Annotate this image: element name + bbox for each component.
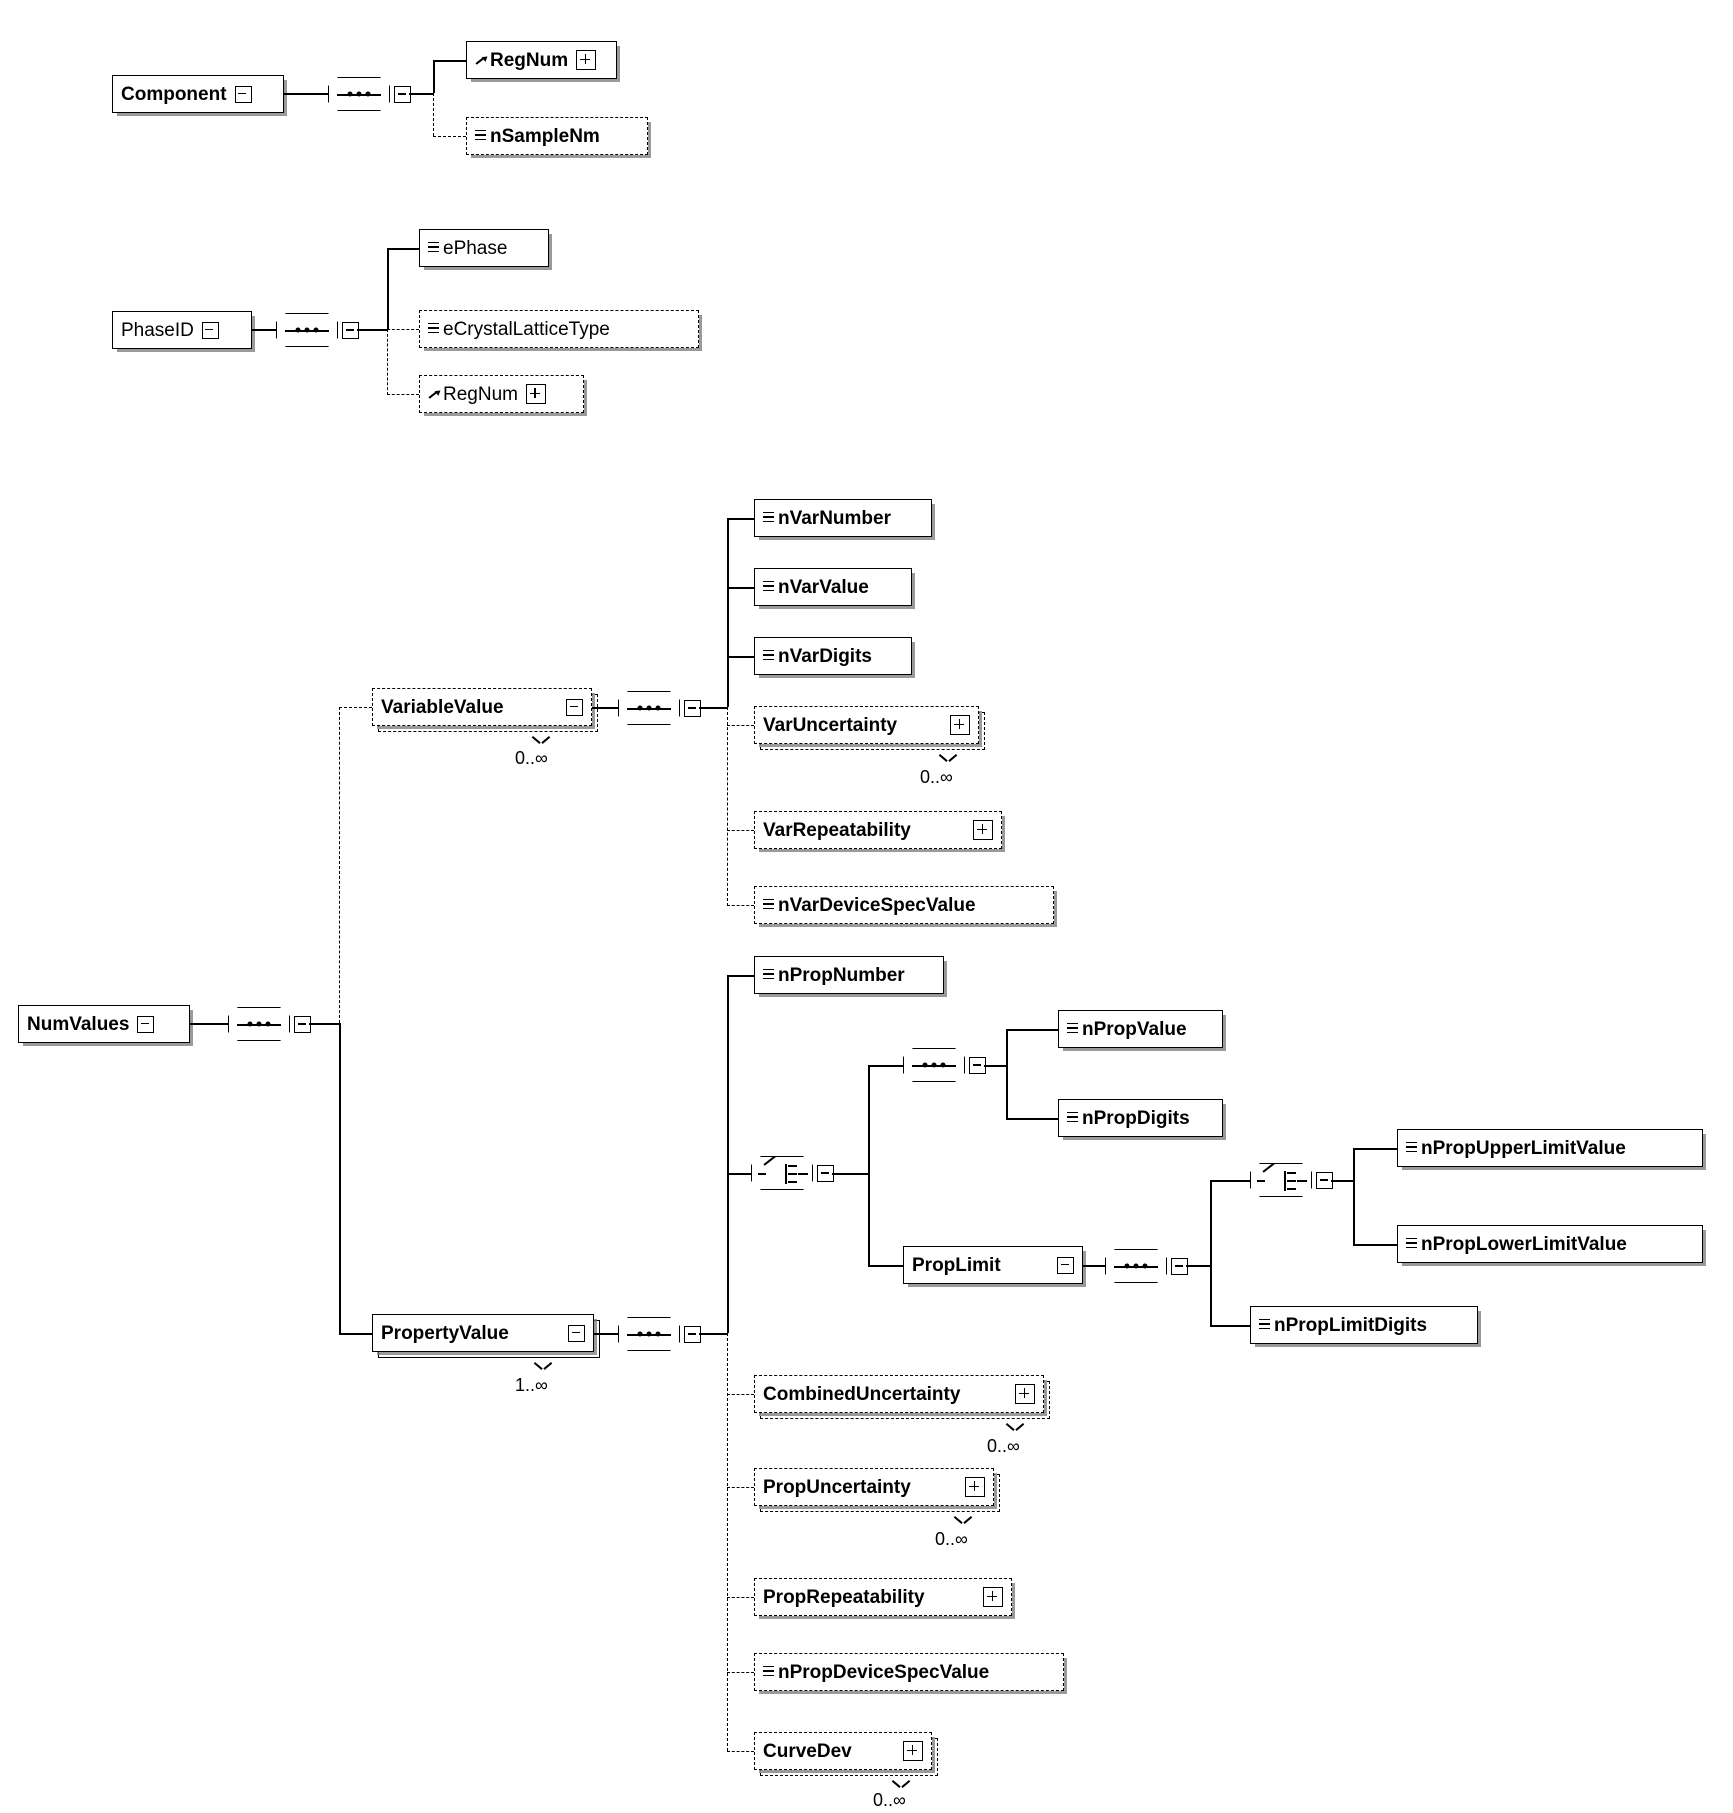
connector-line (357, 329, 387, 331)
connector-line (1353, 1148, 1397, 1150)
choice-compositor-propvalue[interactable] (751, 1156, 813, 1190)
connector-line (832, 1173, 868, 1175)
node-propuncertainty-label: PropUncertainty (763, 1476, 911, 1498)
element-lines-icon (763, 899, 774, 912)
expand-plus-icon[interactable] (903, 1741, 923, 1761)
repeat-marker (955, 1516, 971, 1525)
sequence-compositor-phaseid[interactable] (276, 313, 338, 347)
node-nvarvalue-label: nVarValue (778, 576, 869, 598)
node-npropupperlimitvalue[interactable] (1397, 1129, 1703, 1167)
connector-line (309, 1023, 339, 1025)
node-numvalues-label: NumValues (27, 1013, 130, 1035)
connector-line (727, 587, 754, 589)
connector-line (1331, 1180, 1353, 1182)
node-regnum-label: RegNum (490, 49, 569, 71)
sequence-compositor-propvalue[interactable] (903, 1048, 965, 1082)
cardinality-variablevalue: 0..∞ (515, 748, 548, 768)
element-lines-icon (428, 242, 439, 255)
connector-line (1083, 1265, 1105, 1267)
element-lines-icon (763, 969, 774, 982)
node-nvardigits-label: nVarDigits (778, 645, 872, 667)
connector-line (1353, 1148, 1355, 1244)
connector-line (1006, 1118, 1058, 1120)
node-nvardevicespecvalue-label: nVarDeviceSpecValue (778, 894, 976, 916)
expand-plus-icon[interactable] (973, 820, 993, 840)
connector-line (1006, 1029, 1058, 1031)
sequence-compositor-proplimit[interactable] (1105, 1249, 1167, 1283)
reference-arrow-icon (475, 54, 487, 67)
connector-square-icon (566, 699, 583, 716)
sequence-compositor-numvalues[interactable] (228, 1007, 290, 1041)
connector-line-dashed (387, 394, 419, 395)
node-combineduncertainty-label: CombinedUncertainty (763, 1383, 961, 1405)
connector-line (1186, 1265, 1210, 1267)
sequence-compositor-propertyvalue[interactable] (618, 1317, 680, 1351)
node-regnum[interactable] (466, 41, 617, 79)
connector-line (868, 1065, 870, 1265)
node-npropvalue-label: nPropValue (1082, 1018, 1187, 1040)
node-nproplowerlimitvalue[interactable] (1397, 1225, 1703, 1263)
node-npropdevicespecvalue-label: nPropDeviceSpecValue (778, 1661, 990, 1683)
node-nsamplenm-label: nSampleNm (490, 125, 600, 147)
node-npropnumber[interactable] (754, 956, 944, 994)
node-curvedev-label: CurveDev (763, 1740, 852, 1762)
cardinality-curvedev: 0..∞ (873, 1790, 906, 1810)
connector-line (252, 329, 276, 331)
connector-line (433, 60, 435, 93)
element-lines-icon (1406, 1142, 1417, 1155)
node-numvalues[interactable] (18, 1005, 190, 1043)
cardinality-propuncertainty: 0..∞ (935, 1529, 968, 1549)
connector-line (1210, 1180, 1212, 1325)
connector-line (1353, 1244, 1397, 1246)
connector-line-dashed (727, 1333, 728, 1751)
node-varuncertainty-label: VarUncertainty (763, 714, 898, 736)
node-component[interactable] (112, 75, 284, 113)
node-propuncertainty[interactable] (754, 1468, 994, 1506)
node-nvardevicespecvalue[interactable] (754, 886, 1054, 924)
connector-square-icon (568, 1325, 585, 1342)
element-lines-icon (1067, 1023, 1078, 1036)
node-propertyvalue-label: PropertyValue (381, 1322, 509, 1344)
expand-plus-icon[interactable] (1015, 1384, 1035, 1404)
connector-line (984, 1065, 1006, 1067)
element-lines-icon (428, 323, 439, 336)
connector-line-dashed (339, 707, 340, 1023)
node-npropdevicespecvalue[interactable] (754, 1653, 1064, 1691)
connector-line (1210, 1180, 1250, 1182)
repeat-marker (940, 754, 956, 763)
node-proplimit-label: PropLimit (912, 1254, 1001, 1276)
node-component-label: Component (121, 83, 227, 105)
node-variablevalue-label: VariableValue (381, 696, 504, 718)
connector-line (1210, 1325, 1250, 1327)
connector-line-dashed (727, 725, 754, 726)
connector-line (594, 1333, 618, 1335)
connector-line (727, 518, 754, 520)
node-ecrystallatticetype-label: eCrystalLatticeType (443, 318, 610, 340)
connector-square-icon (202, 322, 219, 339)
element-lines-icon (1259, 1319, 1270, 1332)
node-npropnumber-label: nPropNumber (778, 964, 905, 986)
node-npropdigits[interactable] (1058, 1099, 1223, 1137)
node-nvarvalue[interactable] (754, 568, 912, 606)
node-nsamplenm[interactable] (466, 117, 648, 155)
connector-line-dashed (387, 329, 419, 330)
connector-line-dashed (727, 1394, 754, 1395)
node-ephase[interactable] (419, 229, 549, 267)
element-lines-icon (1406, 1238, 1417, 1251)
expand-plus-icon[interactable] (965, 1477, 985, 1497)
reference-arrow-icon (428, 388, 440, 401)
node-ecrystallatticetype[interactable] (419, 310, 699, 348)
connector-line (727, 518, 729, 707)
node-varrepeatability[interactable] (754, 811, 1002, 849)
connector-line (727, 656, 754, 658)
connector-line-dashed (727, 1597, 754, 1598)
node-proprepeatability[interactable] (754, 1578, 1012, 1616)
connector-line (387, 248, 419, 250)
repeat-marker (533, 736, 549, 745)
connector-line-dashed (433, 93, 434, 136)
connector-line-dashed (727, 905, 754, 906)
connector-line-dashed (433, 136, 466, 137)
connector-line (190, 1023, 228, 1025)
node-combineduncertainty[interactable] (754, 1375, 1044, 1413)
node-nvarnumber[interactable] (754, 499, 932, 537)
connector-line (284, 93, 328, 95)
node-nproplowerlimitvalue-label: nPropLowerLimitValue (1421, 1233, 1627, 1255)
node-curvedev[interactable] (754, 1732, 932, 1770)
connector-line-dashed (727, 1672, 754, 1673)
node-npropvalue[interactable] (1058, 1010, 1223, 1048)
connector-line (727, 1173, 751, 1175)
node-proplimit[interactable] (903, 1246, 1083, 1284)
connector-square-icon (137, 1016, 154, 1033)
element-lines-icon (475, 130, 486, 143)
element-lines-icon (763, 512, 774, 525)
connector-line-dashed (339, 707, 372, 708)
connector-line (339, 1333, 372, 1335)
sequence-compositor-component[interactable] (328, 77, 390, 111)
connector-line (699, 1333, 727, 1335)
connector-line (868, 1065, 903, 1067)
connector-line (727, 975, 754, 977)
connector-line (727, 975, 729, 1333)
expand-plus-icon[interactable] (950, 715, 970, 735)
element-lines-icon (763, 650, 774, 663)
connector-line-dashed (727, 707, 728, 906)
expand-plus-icon[interactable] (576, 50, 596, 70)
node-npropdigits-label: nPropDigits (1082, 1107, 1190, 1129)
connector-line (433, 60, 466, 62)
node-nvarnumber-label: nVarNumber (778, 507, 891, 529)
repeat-marker (893, 1780, 909, 1789)
connector-line-dashed (727, 1751, 754, 1752)
node-nvardigits[interactable] (754, 637, 912, 675)
node-variablevalue[interactable] (372, 688, 592, 726)
repeat-marker (1007, 1423, 1023, 1432)
sequence-compositor-variablevalue[interactable] (618, 691, 680, 725)
node-ephase-label: ePhase (443, 237, 508, 259)
node-regnum-phaseid[interactable] (419, 375, 584, 413)
connector-square-icon (235, 86, 252, 103)
element-lines-icon (763, 1666, 774, 1679)
node-nproplimitdigits[interactable] (1250, 1306, 1478, 1344)
cardinality-propertyvalue: 1..∞ (515, 1375, 548, 1395)
node-npropupperlimitvalue-label: nPropUpperLimitValue (1421, 1137, 1626, 1159)
expand-plus-icon[interactable] (526, 384, 546, 404)
connector-line (592, 707, 618, 709)
connector-line (409, 93, 433, 95)
connector-line-dashed (387, 329, 388, 395)
cardinality-varuncertainty: 0..∞ (920, 767, 953, 787)
node-phaseid[interactable] (112, 311, 252, 349)
connector-square-icon (1057, 1257, 1074, 1274)
node-proprepeatability-label: PropRepeatability (763, 1586, 925, 1608)
cardinality-combineduncertainty: 0..∞ (987, 1436, 1020, 1456)
repeat-marker (535, 1362, 551, 1371)
connector-line-dashed (727, 1487, 754, 1488)
element-lines-icon (763, 581, 774, 594)
node-phaseid-label: PhaseID (121, 319, 194, 341)
connector-line (387, 248, 389, 329)
connector-line (868, 1265, 903, 1267)
expand-plus-icon[interactable] (983, 1587, 1003, 1607)
node-regnum-phaseid-label: RegNum (443, 383, 518, 405)
node-varrepeatability-label: VarRepeatability (763, 819, 911, 841)
node-nproplimitdigits-label: nPropLimitDigits (1274, 1314, 1428, 1336)
choice-compositor-proplimit[interactable] (1250, 1163, 1312, 1197)
node-propertyvalue[interactable] (372, 1314, 594, 1352)
element-lines-icon (1067, 1112, 1078, 1125)
connector-line (339, 1023, 341, 1333)
node-varuncertainty[interactable] (754, 706, 979, 744)
connector-line-dashed (727, 830, 754, 831)
connector-line (699, 707, 727, 709)
connector-line (1006, 1029, 1008, 1118)
